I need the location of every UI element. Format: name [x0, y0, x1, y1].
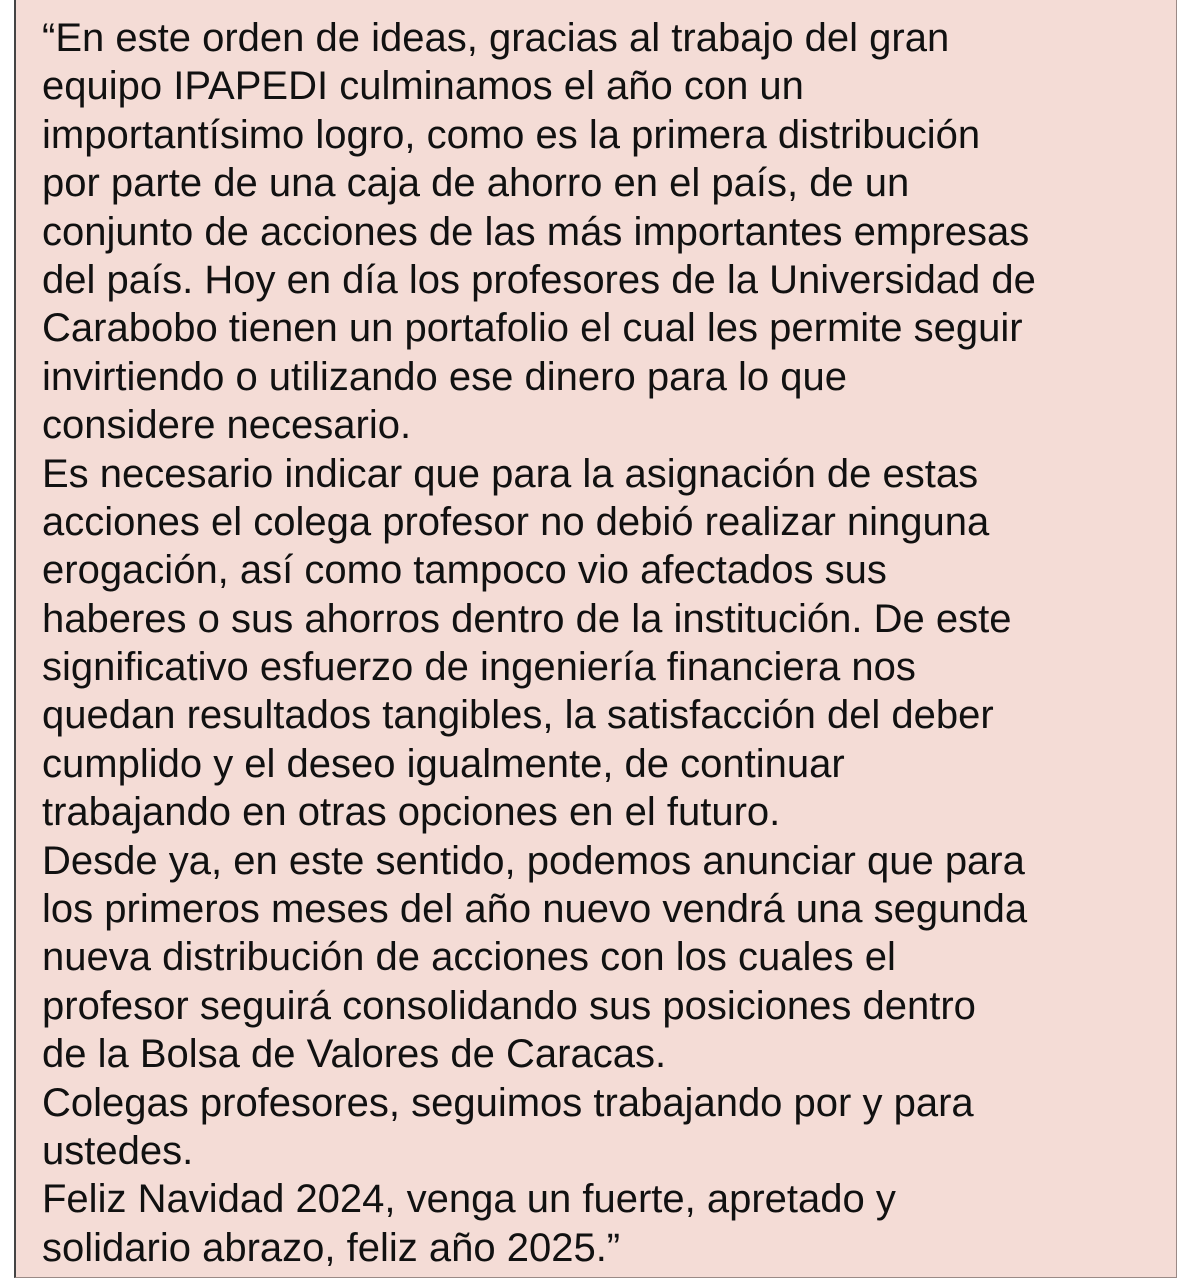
text-line: profesor seguirá consolidando sus posiciones dentro	[42, 983, 976, 1028]
text-line: quedan resultados tangibles, la satisfacción del deber	[42, 693, 994, 738]
text-line: por parte de una caja de ahorro en el país, de un	[42, 161, 910, 206]
text-line: Desde ya, en este sentido, podemos anunciar que para	[42, 838, 1025, 883]
text-line: “En este orden de ideas, gracias al trabajo del gran	[42, 16, 950, 60]
text-line: considere necesario.	[42, 403, 412, 448]
text-line: solidario abrazo, feliz año 2025.”	[42, 1225, 621, 1270]
quote-text	[42, 14, 1172, 1272]
text-line: equipo IPAPEDI culminamos el año con un	[42, 64, 804, 109]
text-line: Carabobo tienen un portafolio el cual les permite seguir	[42, 306, 1023, 351]
text-line: nueva distribución de acciones con los cuales el	[42, 935, 896, 980]
text-line: haberes o sus ahorros dentro de la institución. De este	[42, 596, 1012, 641]
text-line: del país. Hoy en día los profesores de la Universidad de	[42, 257, 1036, 302]
text-line: erogación, así como tampoco vio afectados sus	[42, 548, 887, 593]
text-line: invirtiendo o utilizando ese dinero para lo que	[42, 354, 847, 399]
quote-text-box	[14, 0, 1177, 1278]
text-line: ustedes.	[42, 1128, 194, 1173]
text-line: cumplido y el deseo igualmente, de continuar	[42, 741, 845, 786]
text-line: importantísimo logro, como es la primera distribución	[42, 112, 981, 157]
text-line: Es necesario indicar que para la asignación de estas	[42, 451, 979, 496]
text-line: Colegas profesores, seguimos trabajando por y para	[42, 1080, 974, 1125]
text-line: Feliz Navidad 2024, venga un fuerte, apretado y	[42, 1177, 896, 1222]
text-line: trabajando en otras opciones en el futuro.	[42, 790, 781, 835]
text-line: de la Bolsa de Valores de Caracas.	[42, 1032, 667, 1077]
text-line: conjunto de acciones de las más importantes empresas	[42, 209, 1030, 254]
text-line: los primeros meses del año nuevo vendrá una segunda	[42, 887, 1028, 932]
text-line: significativo esfuerzo de ingeniería financiera nos	[42, 645, 916, 690]
text-line: acciones el colega profesor no debió realizar ninguna	[42, 499, 990, 544]
